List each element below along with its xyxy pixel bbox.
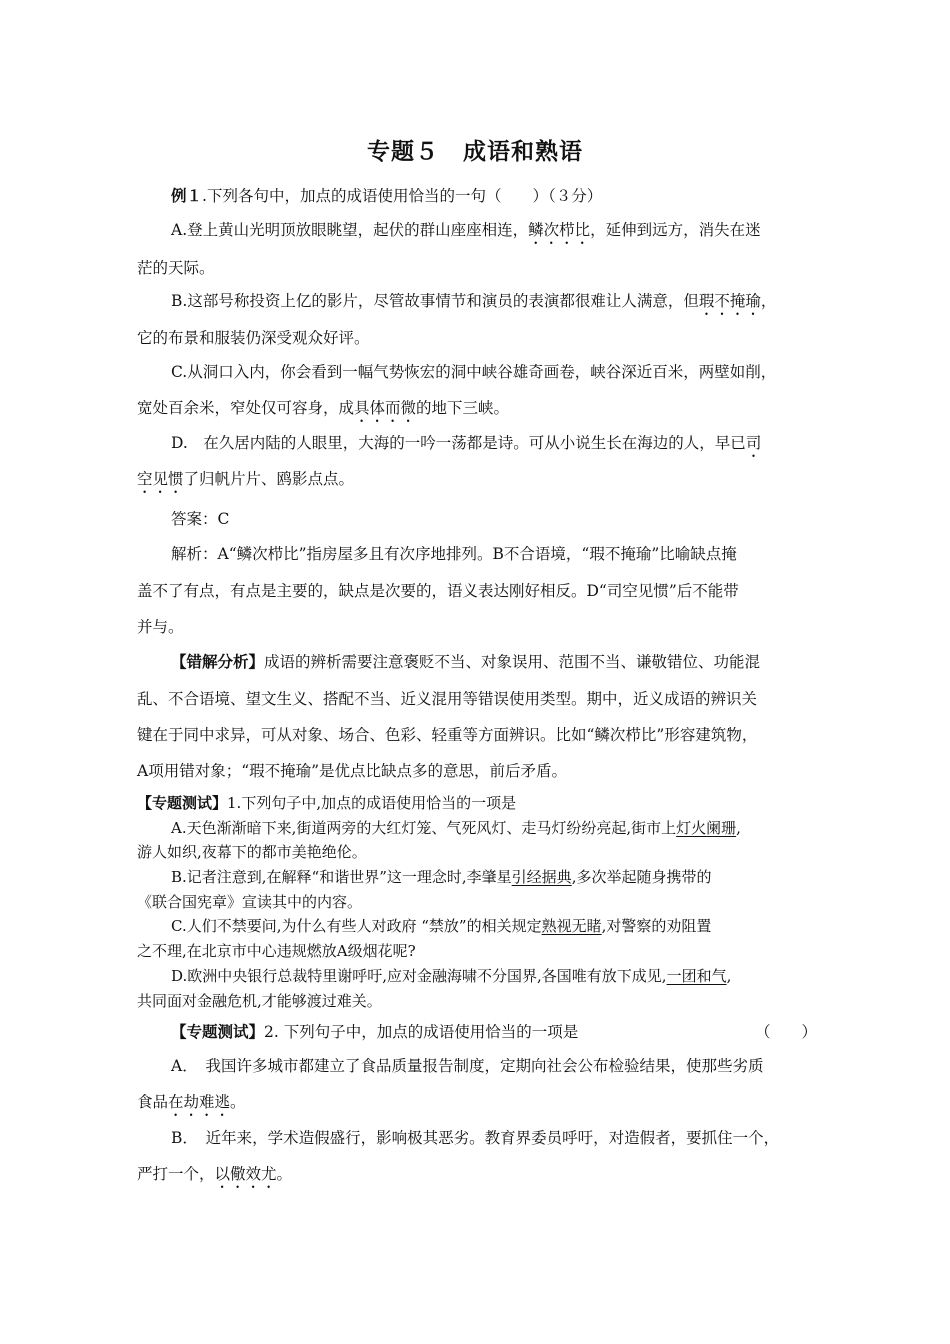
error-analysis-line3: 键在于同中求异，可从对象、场合、色彩、轻重等方面辨识。比如“鳞次栉比”形容建筑物，	[137, 726, 758, 744]
test1-option-c-text: C.人们不禁要问,为什么有些人对政府 “禁放”的相关规定	[171, 917, 542, 935]
error-analysis-line4: A项用错对象；“瑕不掩瑜”是优点比缺点多的意思，前后矛盾。	[137, 762, 568, 780]
dotted-idiom: 在劫难逃	[168, 1093, 231, 1111]
example-label: 例１	[171, 186, 203, 205]
test2-option-b-text: 严打一个，	[137, 1165, 215, 1183]
option-b-line2: 它的布景和服装仍深受观众好评。	[137, 329, 370, 347]
dotted-idiom: 司	[745, 434, 762, 452]
option-d-line2	[137, 468, 817, 497]
test1-option-c-text-end: ,对警察的劝阻置	[601, 917, 712, 935]
test1-option-d-line2: 共同面对金融危机,才能够渡过难关。	[137, 992, 382, 1010]
test1-option-c-line1	[171, 915, 851, 937]
error-analysis-text: 成语的辨析需要注意褒贬不当、对象误用、范围不当、谦敬错位、功能混	[264, 653, 761, 671]
test1-option-b-text: B.记者注意到,在解释“和谐世界”这一理念时,李肇星	[171, 868, 512, 886]
analysis-line2: 盖不了有点，有点是主要的，缺点是次要的，语义表达刚好相反。D“司空见惯”后不能带	[137, 582, 739, 600]
test2-question	[171, 1021, 817, 1043]
example-question-text: .下列各句中，加点的成语使用恰当的一句（ ）（３分）	[202, 187, 603, 205]
test1-option-c-line2: 之不理,在北京市中心违规燃放A级烟花呢?	[137, 942, 416, 960]
underlined-idiom: 引经据典	[511, 868, 572, 886]
error-analysis-line1	[171, 651, 851, 673]
test1-option-d-line1	[171, 965, 851, 987]
underlined-idiom: 一团和气	[666, 967, 727, 985]
option-a-line2: 茫的天际。	[137, 259, 215, 277]
option-a-text-end: ，延伸到远方，消失在迷	[590, 221, 761, 239]
test1-option-a-text: A.天色渐渐暗下来,街道两旁的大红灯笼、气死风灯、走马灯纷纷亮起,街市上	[171, 819, 677, 837]
option-b-text: B.这部号称投资上亿的影片，尽管故事情节和演员的表演都很难让人满意，但	[171, 292, 699, 310]
option-c-text-end: 的地下三峡。	[416, 399, 510, 417]
analysis-line1: 解析：A“鳞次栉比”指房屋多且有次序地排列。B不合语境，“瑕不掩瑜”比喻缺点掩	[171, 545, 737, 563]
test2-option-b-line1: B． 近年来，学术造假盛行，影响极其恶劣。教育界委员呼吁，对造假者，要抓住一个，	[171, 1129, 780, 1147]
test1-option-a-line1	[171, 817, 851, 839]
underlined-idiom: 灯火阑珊	[676, 819, 737, 837]
dotted-idiom: 以儆效尤	[214, 1165, 277, 1183]
answer-parenthesis: （ ）	[754, 1023, 817, 1041]
option-d-text-end: 了归帆片片、鸥影点点。	[183, 470, 355, 488]
test1-option-b-line1	[171, 866, 851, 888]
answer-line: 答案：C	[171, 510, 230, 528]
test2-question-text: 2. 下列句子中，加点的成语使用恰当的一项是	[264, 1023, 579, 1041]
option-a-text: A.登上黄山光明顶放眼眺望，起伏的群山座座相连，	[171, 221, 529, 239]
dotted-idiom: 具体而微	[354, 399, 417, 417]
example-question	[171, 185, 851, 207]
test2-option-a-line1: A． 我国许多城市都建立了食品质量报告制度，定期向社会公布检验结果，使那些劣质	[171, 1057, 764, 1075]
test2-option-a-text: 食品	[137, 1093, 169, 1111]
test2-option-b-line2	[137, 1163, 817, 1192]
option-b-text-end: ，	[760, 292, 777, 310]
analysis-line3: 并与。	[137, 618, 184, 636]
test1-option-a-line2: 游人如织,夜幕下的都市美艳绝伦。	[137, 843, 367, 861]
test1-question	[137, 792, 817, 814]
test1-option-d-text: D.欧洲中央银行总裁特里谢呼吁,应对金融海啸不分国界,各国唯有放下成见,	[171, 967, 667, 985]
test1-option-a-text-end: ,	[736, 819, 741, 837]
option-d-text: D. 在久居内陆的人眼里，大海的一吟一荡都是诗。可从小说生长在海边的人，早已	[171, 434, 746, 452]
test2-option-a-line2	[137, 1091, 817, 1120]
error-analysis-line2: 乱、不合语境、望文生义、搭配不当、近义混用等错误使用类型。期中，近义成语的辨识关	[137, 690, 758, 708]
test1-question-text: 1.下列句子中,加点的成语使用恰当的一项是	[227, 794, 517, 812]
test2-option-b-text-end: 。	[276, 1165, 293, 1183]
option-c-line2	[137, 397, 817, 426]
test1-option-b-line2: 《联合国宪章》宣读其中的内容。	[137, 893, 363, 911]
dotted-idiom: 鳞次栉比	[528, 221, 591, 239]
test1-option-b-text-end: ,多次举起随身携带的	[571, 868, 712, 886]
option-a-line1	[171, 219, 851, 248]
test2-label: 【专题测试】	[171, 1022, 265, 1041]
underlined-idiom: 熟视无睹	[541, 917, 602, 935]
test1-label: 【专题测试】	[137, 794, 228, 812]
dotted-idiom: 空见惯	[137, 470, 184, 488]
option-d-line1	[171, 432, 851, 461]
page-title: 专题５ 成语和熟语	[367, 139, 583, 165]
option-c-text: 宽处百余米，窄处仅可容身，成	[137, 399, 355, 417]
test2-option-a-text-end: 。	[230, 1093, 246, 1111]
error-analysis-label: 【错解分析】	[171, 652, 265, 671]
option-c-line1: C.从洞口入内，你会看到一幅气势恢宏的洞中峡谷雄奇画卷，峡谷深近百米，两壁如削，	[171, 363, 777, 381]
test1-option-d-text-end: ,	[726, 967, 732, 985]
dotted-idiom: 瑕不掩瑜	[698, 292, 761, 310]
option-b-line1	[171, 290, 851, 319]
